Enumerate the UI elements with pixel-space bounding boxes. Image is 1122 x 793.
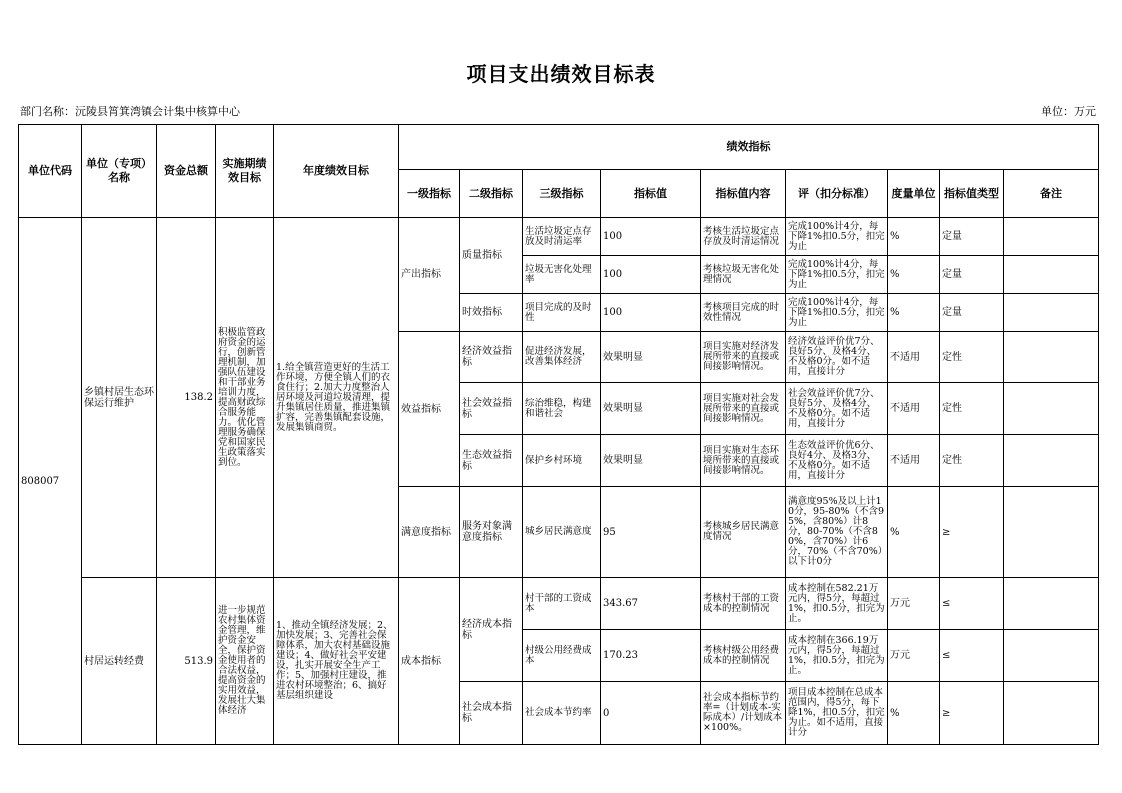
header-measure-unit: 度量单位 bbox=[888, 170, 940, 218]
header-remark: 备注 bbox=[1004, 170, 1099, 218]
project-impl-goal: 进一步规范农村集体资金管理，维护资金安全，保护资金使用者的合法权益，提高资金的实用效益，发展壮大集体经济 bbox=[216, 578, 274, 745]
project-annual-goal: 1、推动全镇经济发展；2、加快发展；3、完善社会保障体系，加大农村基础设施建设；4、做好社会平安建设，扎实开展安全生产工作；5、加强村庄建设，推进农村环境整治；6、搞好基层组织建设 bbox=[274, 578, 399, 745]
performance-table bbox=[18, 124, 1099, 745]
header-annual-goal: 年度绩效目标 bbox=[274, 125, 399, 218]
unit-cell: 万元 bbox=[888, 630, 940, 682]
header-project-name: 单位（专项）名称 bbox=[82, 125, 157, 218]
level3-cell: 村干部的工资成本 bbox=[523, 578, 601, 630]
remark-cell bbox=[1004, 218, 1099, 256]
remark-cell bbox=[1004, 294, 1099, 332]
scoring-cell: 成本控制在366.19万元内，得5分，每超过1%，扣0.5分，扣完为止。 bbox=[786, 630, 888, 682]
value-cell: 0 bbox=[601, 682, 701, 745]
unit-cell: % bbox=[888, 294, 940, 332]
level1-cell: 产出指标 bbox=[399, 218, 460, 332]
header-level1: 一级指标 bbox=[399, 170, 460, 218]
unit-cell: 万元 bbox=[888, 578, 940, 630]
remark-cell bbox=[1004, 383, 1099, 435]
scoring-cell: 成本控制在582.21万元内，得5分，每超过1%，扣0.5分，扣完为止。 bbox=[786, 578, 888, 630]
content-cell: 考核生活垃圾定点存放及时清运情况 bbox=[701, 218, 786, 256]
remark-cell bbox=[1004, 630, 1099, 682]
level3-cell: 保护乡村环境 bbox=[523, 435, 601, 487]
remark-cell bbox=[1004, 332, 1099, 383]
value-cell: 100 bbox=[601, 218, 701, 256]
project-name: 村居运转经费 bbox=[82, 578, 157, 745]
project-funds: 513.9 bbox=[157, 578, 216, 745]
unit-cell: % bbox=[888, 487, 940, 578]
level2-cell: 经济效益指标 bbox=[460, 332, 523, 383]
project-funds: 138.2 bbox=[157, 218, 216, 578]
level1-cell: 效益指标 bbox=[399, 332, 460, 487]
unit-cell: % bbox=[888, 218, 940, 256]
type-cell: 定性 bbox=[940, 332, 1004, 383]
value-cell: 100 bbox=[601, 294, 701, 332]
scoring-cell: 项目成本控制在总成本范围内，得5分，每下降1%，扣0.5分，扣完为止。如不适用，直接计分 bbox=[786, 682, 888, 745]
project-annual-goal: 1.给全镇营造更好的生活工作环境，方便全镇人们的衣食住行；2.加大力度整治人居环境及河道垃圾清理，提升集镇居住质量，推进集镇扩容，完善集镇配套设施，发展集镇商贸。 bbox=[274, 218, 399, 578]
type-cell: ≥ bbox=[940, 487, 1004, 578]
value-cell: 效果明显 bbox=[601, 332, 701, 383]
level2-cell: 社会成本指标 bbox=[460, 682, 523, 745]
header-level2: 二级指标 bbox=[460, 170, 523, 218]
level2-cell: 社会效益指标 bbox=[460, 383, 523, 435]
page-title: 项目支出绩效目标表 bbox=[466, 62, 656, 86]
scoring-cell: 完成100%计4分，每下降1%扣0.5分，扣完为止 bbox=[786, 256, 888, 294]
content-cell: 考核村级公用经费成本的控制情况 bbox=[701, 630, 786, 682]
unit-cell: 不适用 bbox=[888, 435, 940, 487]
type-cell: 定量 bbox=[940, 294, 1004, 332]
project-impl-goal: 积极监管政府资金的运行，创新管理机制，加强队伍建设和干部业务培训力度，提高财政综合服务能力。优化管理服务确保党和国家民生政策落实到位。 bbox=[216, 218, 274, 578]
department-label: 部门名称：沅陵县筲箕湾镇会计集中核算中心 bbox=[20, 105, 240, 118]
level3-cell: 社会成本节约率 bbox=[523, 682, 601, 745]
project-name: 乡镇村居生态环保运行维护 bbox=[82, 218, 157, 578]
header-unit-code: 单位代码 bbox=[19, 125, 82, 218]
type-cell: 定性 bbox=[940, 435, 1004, 487]
remark-cell bbox=[1004, 578, 1099, 630]
scoring-cell: 经济效益评价优7分、良好5分、及格4分、不及格0分。如不适用，直接计分 bbox=[786, 332, 888, 383]
level1-cell: 满意度指标 bbox=[399, 487, 460, 578]
content-cell: 社会成本指标节约率=（计划成本-实际成本）/计划成本×100%。 bbox=[701, 682, 786, 745]
type-cell: ≤ bbox=[940, 630, 1004, 682]
content-cell: 项目实施对经济发展所带来的直接或间接影响情况。 bbox=[701, 332, 786, 383]
type-cell: ≤ bbox=[940, 578, 1004, 630]
scoring-cell: 满意度95%及以上计10分，95-80%（不含95%，含80%）计8分，80-70%（不含80%，含70%）计6分，70%（不含70%）以下计0分 bbox=[786, 487, 888, 578]
value-cell: 170.23 bbox=[601, 630, 701, 682]
level3-cell: 村级公用经费成本 bbox=[523, 630, 601, 682]
content-cell: 考核项目完成的时效性情况 bbox=[701, 294, 786, 332]
value-cell: 343.67 bbox=[601, 578, 701, 630]
scoring-cell: 社会效益评价优7分、良好5分、及格4分、不及格0分。如不适用，直接计分 bbox=[786, 383, 888, 435]
type-cell: ≥ bbox=[940, 682, 1004, 745]
header-value-type: 指标值类型 bbox=[940, 170, 1004, 218]
remark-cell bbox=[1004, 682, 1099, 745]
content-cell: 考核垃圾无害化处理情况 bbox=[701, 256, 786, 294]
value-cell: 效果明显 bbox=[601, 435, 701, 487]
header-value-content: 指标值内容 bbox=[701, 170, 786, 218]
level3-cell: 生活垃圾定点存放及时清运率 bbox=[523, 218, 601, 256]
remark-cell bbox=[1004, 487, 1099, 578]
unit-label: 单位：万元 bbox=[1041, 105, 1096, 118]
unit-code-cell: 808007 bbox=[19, 218, 82, 745]
scoring-cell: 生态效益评价优6分、良好4分、及格3分、不及格0分。如不适用，直接计分 bbox=[786, 435, 888, 487]
header-impl-goal: 实施期绩效目标 bbox=[216, 125, 274, 218]
type-cell: 定量 bbox=[940, 218, 1004, 256]
scoring-cell: 完成100%计4分，每下降1%扣0.5分，扣完为止 bbox=[786, 294, 888, 332]
header-level3: 三级指标 bbox=[523, 170, 601, 218]
header-perf-indicators: 绩效指标 bbox=[399, 125, 1099, 170]
header-total-funds: 资金总额 bbox=[157, 125, 216, 218]
level2-cell: 时效指标 bbox=[460, 294, 523, 332]
content-cell: 项目实施对社会发展所带来的直接或间接影响情况。 bbox=[701, 383, 786, 435]
type-cell: 定量 bbox=[940, 256, 1004, 294]
unit-cell: % bbox=[888, 256, 940, 294]
remark-cell bbox=[1004, 256, 1099, 294]
level2-cell: 经济成本指标 bbox=[460, 578, 523, 682]
unit-cell: 不适用 bbox=[888, 383, 940, 435]
unit-cell: 不适用 bbox=[888, 332, 940, 383]
level3-cell: 综治维稳，构建和谐社会 bbox=[523, 383, 601, 435]
unit-cell: % bbox=[888, 682, 940, 745]
scoring-cell: 完成100%计4分，每下降1%扣0.5分，扣完为止 bbox=[786, 218, 888, 256]
level2-cell: 质量指标 bbox=[460, 218, 523, 294]
content-cell: 考核村干部的工资成本的控制情况 bbox=[701, 578, 786, 630]
header-value: 指标值 bbox=[601, 170, 701, 218]
content-cell: 项目实施对生态环境所带来的直接或间接影响情况。 bbox=[701, 435, 786, 487]
value-cell: 95 bbox=[601, 487, 701, 578]
value-cell: 效果明显 bbox=[601, 383, 701, 435]
level1-cell: 成本指标 bbox=[399, 578, 460, 745]
level3-cell: 城乡居民满意度 bbox=[523, 487, 601, 578]
value-cell: 100 bbox=[601, 256, 701, 294]
level3-cell: 促进经济发展，改善集体经济 bbox=[523, 332, 601, 383]
type-cell: 定性 bbox=[940, 383, 1004, 435]
content-cell: 考核城乡居民满意度情况 bbox=[701, 487, 786, 578]
level3-cell: 垃圾无害化处理率 bbox=[523, 256, 601, 294]
level2-cell: 生态效益指标 bbox=[460, 435, 523, 487]
level2-cell: 服务对象满意度指标 bbox=[460, 487, 523, 578]
remark-cell bbox=[1004, 435, 1099, 487]
header-scoring: 评（扣分标准） bbox=[786, 170, 888, 218]
level3-cell: 项目完成的及时性 bbox=[523, 294, 601, 332]
